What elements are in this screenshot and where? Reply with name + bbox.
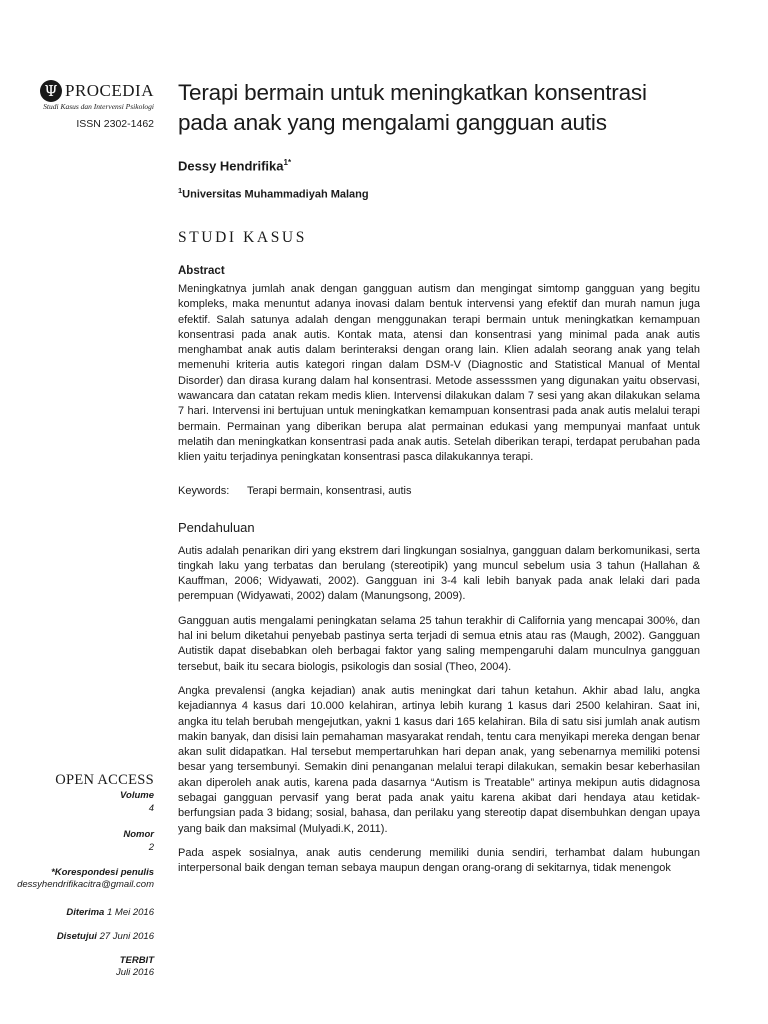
journal-subtitle: Studi Kasus dan Intervensi Psikologi bbox=[43, 102, 154, 111]
published-value: Juli 2016 bbox=[115, 967, 154, 978]
correspondence-email[interactable]: dessyhendrifikacitra@gmail.com bbox=[17, 879, 154, 890]
affiliation-name: Universitas Muhammadiyah Malang bbox=[182, 188, 369, 201]
affiliation-superscript: 1 bbox=[178, 186, 183, 196]
article-category: STUDI KASUS bbox=[178, 228, 307, 246]
received-label: Diterima bbox=[66, 907, 105, 918]
abstract-heading: Abstract bbox=[178, 264, 225, 277]
accepted-date bbox=[0, 931, 154, 942]
body-paragraph: Autis adalah penarikan diri yang ekstrem dari lingkungan sosialnya, gangguan dalam berkomunikasi, serta tingkah laku yang terbatas dan berulang (stereotipik) yang muncul sebelum usia 3 tahun (Hallahan & Kauffman, 2006; Widyawati, 2002). Gangguan ini 3-4 kali lebih banyak pada anak lelaki dari pada perempuan (Widyawati, 2002) dalam (Manungsong, 2009). bbox=[178, 544, 700, 603]
body-paragraph: Angka prevalensi (angka kejadian) anak autis meningkat dari tahun ketahun. Akhir abad lalu, angka kejadiannya 4 kasus dari 10.000 kelahiran, artinya lebih kurang 1 kasus dari 2500 kelahiran. Saat ini, angka itu telah berubah mengejutkan, yakni 1 kasus dari 165 kelahiran. Bila di satu sisi jumlah anak autism makin banyak, dan disisi lain pemahaman masyarakat rendah, tentu cara menyikapi mereka dengan benar akan sulit didapatkan. Hal tersebut mempertaruhkan hari depan anak, yang sebenarnya memiliki potensi besar yang tersembunyi. Semakin dini penanganan melalui terapi dilakukan, semakin besar keberhasilan akan diperoleh anak autis, karena pada dasarnya “Autism is Treatable” artinya mekipun autis didagnosa sebagai gangguan pervasif yang berat pada anak yaitu karena akibat dari hendaya atau ketidak-berfungsian pada 3 bidang; sosial, bahasa, dan perilaku yang stereotip dapat disembuhkan dengan upaya yang baik dan maksimal (Mulyadi.K, 2011). bbox=[178, 684, 700, 835]
body-paragraph: Gangguan autis mengalami peningkatan selama 25 tahun terakhir di California yang mencapai 300%, dan hal ini belum diketahui penyebab pastinya serta terjadi di semua etnis atau ras (Maugh, 2002). Gangguan Autistik dapat disebabkan oleh berbagai faktor yang saling mempengaruhi dalam munculnya gangguan tersebut, baik itu secara biologis, psikologis dan sosial (Theo, 2004). bbox=[178, 614, 700, 673]
affiliation-line bbox=[178, 186, 700, 201]
body-paragraph: Pada aspek sosialnya, anak autis cenderung memiliki dunia sendiri, terhambat dalam hubungan interpersonal baik dengan teman sebaya maupun dengan orang-orang di sekitarnya, tidak menengok bbox=[178, 846, 700, 875]
published-label: TERBIT bbox=[119, 955, 154, 966]
psi-logo-icon: Ψ bbox=[40, 80, 62, 102]
section-heading: Pendahuluan bbox=[178, 519, 255, 535]
author-superscript: 1* bbox=[283, 158, 292, 167]
journal-name: PROCEDIA bbox=[64, 81, 154, 100]
journal-logo bbox=[34, 80, 154, 102]
article-main bbox=[178, 78, 700, 876]
received-date bbox=[0, 907, 154, 918]
nomor-value: 2 bbox=[148, 842, 154, 853]
journal-sidebar bbox=[0, 80, 154, 130]
journal-issn: ISSN 2302-1462 bbox=[76, 118, 154, 130]
volume-value: 4 bbox=[148, 803, 154, 814]
keywords-line bbox=[178, 485, 700, 497]
keywords-label: Keywords: bbox=[178, 484, 230, 497]
correspondence-label: *Korespondesi penulis bbox=[51, 867, 154, 878]
abstract-text: Meningkatnya jumlah anak dengan gangguan autism dan mengingat simtomp gangguan yang begitu kompleks, maka menuntut adanya inovasi dalam bentuk intervensi yang efektif dan murah namun juga efektif. Salah satunya adalah dengan menggunakan terapi bermain untuk meningkatkan kemampuan konsentrasi pada anak autis. Kontak mata, atensi dan konsentrasi yang minimal pada anak autis menghambat anak autis dalam berinteraksi dengan orang lain. Klien adalah seorang anak yang telah memenuhi kriteria autis kategori ringan dalam DSM-V (Diagnostic and Statistical Manual of Mental Disorder) dan dirasa kurang dalam hal konsentrasi. Metode assesssmen yang digunakan yaitu observasi, wawancara dan catatan rekam medis klien. Intervensi dilakukan dalam 7 sesi yang akan dilakukan selama 7 hari. Intervensi ini bertujuan untuk meningkatkan kemampuan konsentrasi pada anak autis melalui terapi bermain. Permainan yang diberikan berupa alat permainan edukasi yang mempunyai manfaat untuk melatih dan meningkatkan konsentrasi pada anak autis. Setelah diberikan terapi, terdapat perubahan pada klien yaitu terjadinya peningkatan konsentrasi pasca dilakukannya terapi. bbox=[178, 282, 700, 464]
article-title: Terapi bermain untuk meningkatkan konsentrasi pada anak yang mengalami gangguan autis bbox=[178, 80, 647, 135]
author-line bbox=[178, 158, 700, 173]
accepted-value: 27 Juni 2016 bbox=[99, 931, 154, 942]
received-value: 1 Mei 2016 bbox=[106, 907, 154, 918]
keywords-value: Terapi bermain, konsentrasi, autis bbox=[247, 484, 412, 497]
nomor-label: Nomor bbox=[123, 829, 154, 840]
accepted-label: Disetujui bbox=[56, 931, 97, 942]
volume-label: Volume bbox=[120, 790, 154, 801]
open-access-label: OPEN ACCESS bbox=[55, 772, 154, 788]
article-metadata bbox=[0, 772, 154, 978]
author-name: Dessy Hendrifika bbox=[178, 158, 284, 174]
